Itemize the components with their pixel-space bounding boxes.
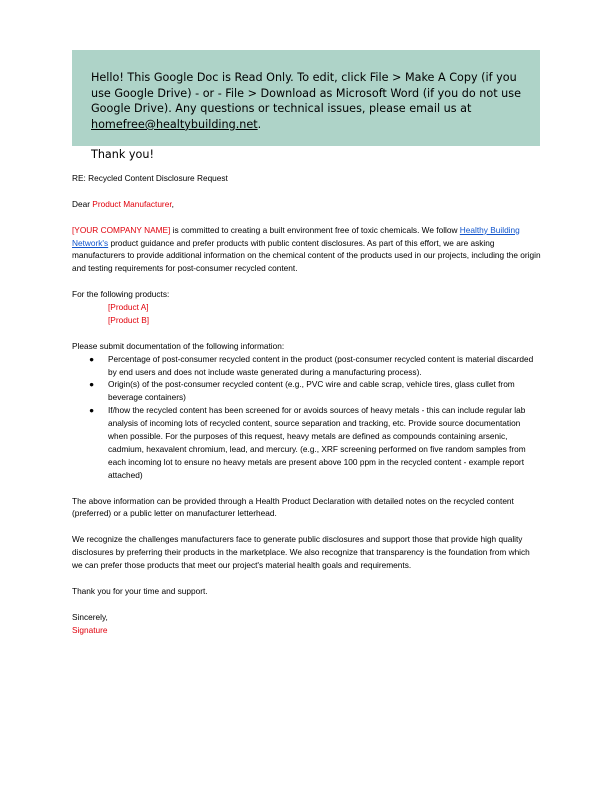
requirement-text: Origin(s) of the post-consumer recycled content (e.g., PVC wire and cable scrap, vehicle tires, glass cullet from beverage containers) [108, 379, 515, 403]
bullet-icon: ● [89, 405, 95, 416]
hpd-paragraph: The above information can be provided through a Health Product Declaration with detailed notes on the recycled content (preferred) or a public letter on manufacturer letterhead. [72, 495, 514, 519]
requirement-text: If/how the recycled content has been screened for or avoids sources of heavy metals - this can include regular lab analysis of incoming lots of recycled content, source separation and tracking, etc. Provide source documentation when possible. For the purposes of this request, heavy metals are defined as compounds containing arsenic, cadmium, hexavalent chromium, lead, and mercury. (e.g., XRF screening performed on five random samples from each incoming lot to ensure no heavy metals are present above 100 ppm in the recycled content - example report attached) [108, 405, 526, 480]
requirement-item [72, 404, 542, 481]
letter-body [72, 172, 542, 637]
thank-you-line: Thank you for your time and support. [72, 585, 208, 596]
hbn-link[interactable]: Healthy Building Network's [72, 224, 520, 248]
signature-block [72, 611, 542, 637]
notice-text-main: Hello! This Google Doc is Read Only. To edit, click File > Make A Copy (if you use Google Drive) - or - File > Download as Microsoft Word (if you do not use Google Drive). Any questions or technical issues, please email us at [91, 71, 521, 116]
read-only-notice-banner [72, 50, 540, 162]
salutation [72, 198, 542, 211]
intro-text-1: is committed to creating a built environment free of toxic chemicals. We follow [170, 224, 460, 235]
notice-text [91, 70, 524, 132]
bullet-icon: ● [89, 353, 95, 364]
requirement-item [72, 378, 542, 404]
re-line: RE: Recycled Content Disclosure Request [72, 173, 228, 183]
company-placeholder: [YOUR COMPANY NAME] [72, 224, 171, 235]
products-section [72, 288, 542, 327]
requirement-text: Percentage of post-consumer recycled content in the product (post-consumer recycled content is material discarded by end users and does not include waste generated during a manufacturing process). [108, 353, 534, 377]
salutation-dear: Dear [72, 198, 93, 209]
intro-paragraph [72, 224, 542, 276]
bullet-icon: ● [89, 379, 95, 390]
requirement-item [72, 353, 542, 379]
product-item: [Product A] [108, 302, 149, 313]
products-intro: For the following products: [72, 289, 170, 300]
support-email-link[interactable]: homefree@healtybuilding.net [91, 117, 258, 131]
notice-thanks: Thank you! [91, 148, 154, 162]
notice-text-end: . [257, 117, 262, 131]
requirements-list [72, 353, 542, 482]
intro-text-2: product guidance and prefer products with public content disclosures. As part of this effort, we are asking manufacturers to provide additional information on the chemical content of the products used in our projects, including the origin and testing requirements for post-consumer recycled content. [72, 237, 541, 274]
submit-intro: Please submit documentation of the following information: [72, 340, 285, 351]
product-item: [Product B] [108, 314, 150, 325]
products-list [72, 301, 542, 327]
signature-placeholder: Signature [72, 624, 108, 635]
manufacturer-placeholder: Product Manufacturer [92, 198, 172, 209]
salutation-end: , [171, 198, 174, 209]
sincerely: Sincerely, [72, 611, 108, 622]
recognize-paragraph: We recognize the challenges manufacturers face to generate public disclosures and support those that provide high quality disclosures by preferring their products in the marketplace. We also recognize that transparency is the foundation from which we can prefer those products that meet our project's material health goals and requirements. [72, 534, 530, 571]
